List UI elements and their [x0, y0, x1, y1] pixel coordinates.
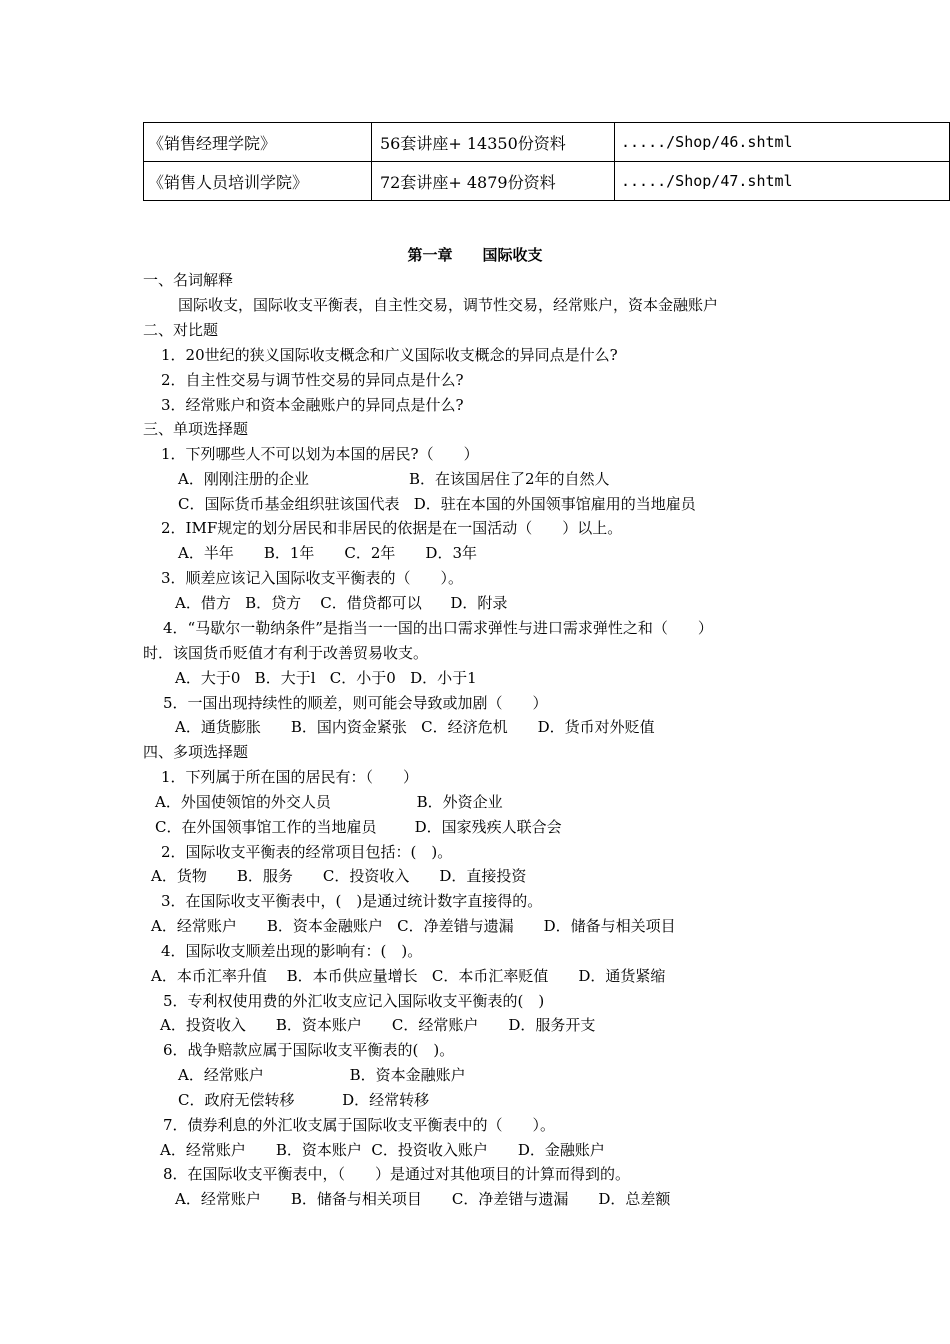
options-line: A．投资收入 B．资本账户 C．经常账户 D．服务开支 [160, 1016, 596, 1034]
options-line: A．外国使领馆的外交人员 B．外资企业 [155, 793, 503, 811]
options-line: A．经常账户 B．资本金融账户 C．净差错与遗漏 D．储备与相关项目 [151, 917, 676, 935]
options-line: A．经常账户 B．储备与相关项目 C．净差错与遗漏 D．总差额 [175, 1190, 671, 1208]
options-line: A．刚刚注册的企业 B．在该国居住了2年的自然人 [178, 470, 610, 488]
resource-link[interactable]: ...../Shop/47.shtml [615, 162, 950, 201]
resource-link[interactable]: ...../Shop/46.shtml [615, 123, 950, 162]
question: 1．20世纪的狭义国际收支概念和广义国际收支概念的异同点是什么? [161, 346, 618, 364]
question: 2．IMF规定的划分居民和非居民的依据是在一国活动（ ）以上。 [161, 519, 623, 537]
question: 4．“马歇尔一勒纳条件”是指当一一国的出口需求弹性与进口需求弹性之和（ ） [163, 619, 713, 637]
options-line: C．政府无偿转移 D．经常转移 [178, 1091, 430, 1109]
question: 5．一国出现持续性的顺差，则可能会导致或加剧（ ） [163, 694, 548, 712]
options-line: C．在外国领事馆工作的当地雇员 D．国家残疾人联合会 [155, 818, 562, 836]
question: 5．专利权使用费的外汇收支应记入国际收支平衡表的( ) [163, 992, 545, 1010]
question: 2．国际收支平衡表的经常项目包括：( )。 [161, 843, 453, 861]
text-line: 国际收支，国际收支平衡表，自主性交易，调节性交易，经常账户，资本金融账户 [178, 296, 719, 314]
question: 3．顺差应该记入国际收支平衡表的（ ）。 [161, 569, 464, 587]
section-heading: 三、单项选择题 [143, 420, 249, 438]
options-line: A．借方 B．贷方 C．借贷都可以 D．附录 [175, 594, 508, 612]
question: 8．在国际收支平衡表中，（ ）是通过对其他项目的计算而得到的。 [163, 1165, 631, 1183]
table-row [144, 162, 950, 201]
resource-desc: 72套讲座+ 4879份资料 [372, 162, 615, 201]
question: 1．下列属于所在国的居民有：（ ） [161, 768, 419, 786]
question: 3．在国际收支平衡表中，( )是通过统计数字直接得的。 [161, 892, 543, 910]
question: 2．自主性交易与调节性交易的异同点是什么? [161, 371, 464, 389]
question: 4．国际收支顺差出现的影响有：( )。 [161, 942, 423, 960]
resource-table [143, 122, 950, 201]
options-line: A．大于0 B．大于l C．小于0 D．小于1 [175, 669, 477, 687]
section-heading: 一、名词解释 [143, 271, 234, 289]
resource-name: 《销售人员培训学院》 [144, 162, 372, 201]
section-heading: 四、多项选择题 [143, 743, 249, 761]
question: 6．战争赔款应属于国际收支平衡表的( )。 [163, 1041, 455, 1059]
question-continued: 时．该国货币贬值才有利于改善贸易收支。 [143, 644, 429, 662]
options-line: A．本币汇率升值 B．本币供应量增长 C．本币汇率贬值 D．通货紧缩 [151, 967, 666, 985]
options-line: A．货物 B．服务 C．投资收入 D．直接投资 [151, 867, 527, 885]
options-line: A．半年 B．1年 C．2年 D．3年 [178, 544, 477, 562]
question: 1．下列哪些人不可以划为本国的居民?（ ） [161, 445, 479, 463]
options-line: A．经常账户 B．资本账户 C．投资收入账户 D．金融账户 [160, 1141, 605, 1159]
resource-desc: 56套讲座+ 14350份资料 [372, 123, 615, 162]
section-heading: 二、对比题 [143, 321, 219, 339]
question: 7．债券利息的外汇收支属于国际收支平衡表中的（ ）。 [163, 1116, 556, 1134]
resource-name: 《销售经理学院》 [144, 123, 372, 162]
options-line: A．通货膨胀 B．国内资金紧张 C．经济危机 D．货币对外贬值 [175, 718, 655, 736]
chapter-title: 第一章 国际收支 [407, 246, 543, 264]
options-line: A．经常账户 B．资本金融账户 [178, 1066, 466, 1084]
table-row [144, 123, 950, 162]
question: 3．经常账户和资本金融账户的异同点是什么? [161, 396, 464, 414]
options-line: C．国际货币基金组织驻该国代表 D．驻在本国的外国领事馆雇用的当地雇员 [178, 495, 696, 513]
